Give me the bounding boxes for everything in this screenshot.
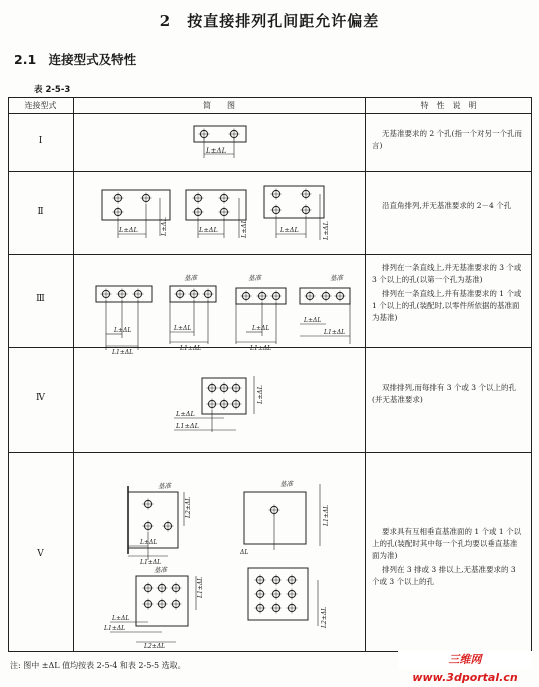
- desc-text: 排列在一条直线上,并有基准要求的 1 个或 1 个以上的孔(装配时,以零件所依据的基准面为基准): [372, 289, 522, 322]
- dim-label: L±ΔL: [240, 219, 248, 238]
- dim-label: L±ΔL: [252, 325, 270, 332]
- dim-label: L±ΔL: [176, 410, 195, 418]
- page-title: 2 按直接排列孔间距允许偏差: [159, 12, 380, 30]
- datum-label: 基准: [184, 274, 197, 282]
- dim-label: L2±ΔL: [185, 496, 192, 518]
- dim-label: L1±ΔL: [197, 576, 204, 598]
- figures-svg: [74, 114, 364, 651]
- dim-label: L±ΔL: [114, 327, 132, 334]
- desc-text: 沿直角排列,并无基准要求的 2－4 个孔: [382, 201, 512, 210]
- datum-label: 基准: [158, 482, 171, 490]
- row-type-5: Ⅴ: [37, 549, 44, 559]
- figure-type-5: [103, 480, 330, 650]
- dim-label: L1±ΔL: [104, 625, 126, 632]
- dim-label: L1±ΔL: [180, 345, 202, 352]
- header-desc: 特 性 说 明: [420, 101, 477, 110]
- dim-label: L2±ΔL: [144, 643, 166, 650]
- header-figure: 简 图: [203, 101, 235, 110]
- desc-text: 要求具有互相垂直基准面的 1 个或 1 个以上的孔(装配时其中每一个孔均要以垂直基准面为准): [372, 527, 522, 560]
- table-caption: 表 2-5-3: [34, 85, 71, 95]
- dim-label: L±ΔL: [119, 226, 138, 234]
- section-heading: 2.1 连接型式及特性: [14, 52, 137, 67]
- dim-label: L1±ΔL: [324, 329, 346, 336]
- dim-label: L±ΔL: [140, 539, 158, 546]
- datum-label: 基准: [248, 274, 261, 282]
- desc-text: 排列在 3 排或 3 排以上,无基准要求的 3 个或 3 个以上的孔: [372, 565, 516, 586]
- dim-label: L1±ΔL: [250, 345, 272, 352]
- dim-label: L±ΔL: [174, 325, 192, 332]
- watermark-text: 三维网 www.3dportal.cn: [398, 651, 532, 669]
- desc-text: 双排排列,而每排有 3 个或 3 个以上的孔(并无基准要求): [372, 383, 516, 404]
- row-type-2: Ⅱ: [37, 207, 44, 217]
- col-divider: [365, 97, 366, 652]
- row-desc-2: [372, 200, 524, 214]
- row-desc-1: [372, 128, 524, 154]
- datum-label: 基准: [280, 480, 293, 488]
- dim-label: L±ΔL: [112, 615, 130, 622]
- dim-label: L±ΔL: [322, 221, 330, 240]
- dim-label: L±ΔL: [256, 385, 264, 404]
- datum-label: 基准: [154, 566, 167, 574]
- row-type-3: Ⅲ: [36, 294, 45, 304]
- dim-label: L±ΔL: [304, 317, 322, 324]
- dim-label: L1±ΔL: [323, 504, 330, 526]
- figure-type-2: [102, 186, 330, 241]
- row-type-1: I: [38, 136, 43, 146]
- figure-type-4: [174, 376, 264, 432]
- header-type: 连接型式: [24, 101, 57, 110]
- dim-label: ΔL: [240, 549, 249, 556]
- dim-label: L±ΔL: [280, 226, 299, 234]
- dim-label: L2±ΔL: [321, 606, 328, 628]
- dim-label: L1±ΔL: [112, 349, 134, 356]
- footnote: 注: 图中 ±ΔL 值均按表 2-5-4 和表 2-5-5 选取。: [10, 661, 186, 670]
- dim-label: L±ΔL: [160, 217, 168, 236]
- dim-label: L1±ΔL: [176, 422, 199, 430]
- desc-text: 排列在一条直线上,并无基准要求的 3 个或 3 个以上的孔(以第一个孔为基准): [372, 263, 522, 284]
- row-type-4: Ⅳ: [36, 393, 45, 403]
- datum-label: 基准: [330, 274, 343, 282]
- row-desc-3: [372, 262, 524, 326]
- figure-type-3: [96, 274, 350, 356]
- row-desc-4: [372, 382, 524, 408]
- dim-label: L1±ΔL: [140, 559, 162, 566]
- dim-label: L±ΔL: [199, 226, 218, 234]
- dim-label: L±ΔL: [206, 147, 227, 155]
- figure-type-1: [194, 126, 246, 158]
- desc-text: 无基准要求的 2 个孔(指一个对另一个孔而言): [372, 129, 522, 150]
- row-desc-5: [372, 526, 524, 590]
